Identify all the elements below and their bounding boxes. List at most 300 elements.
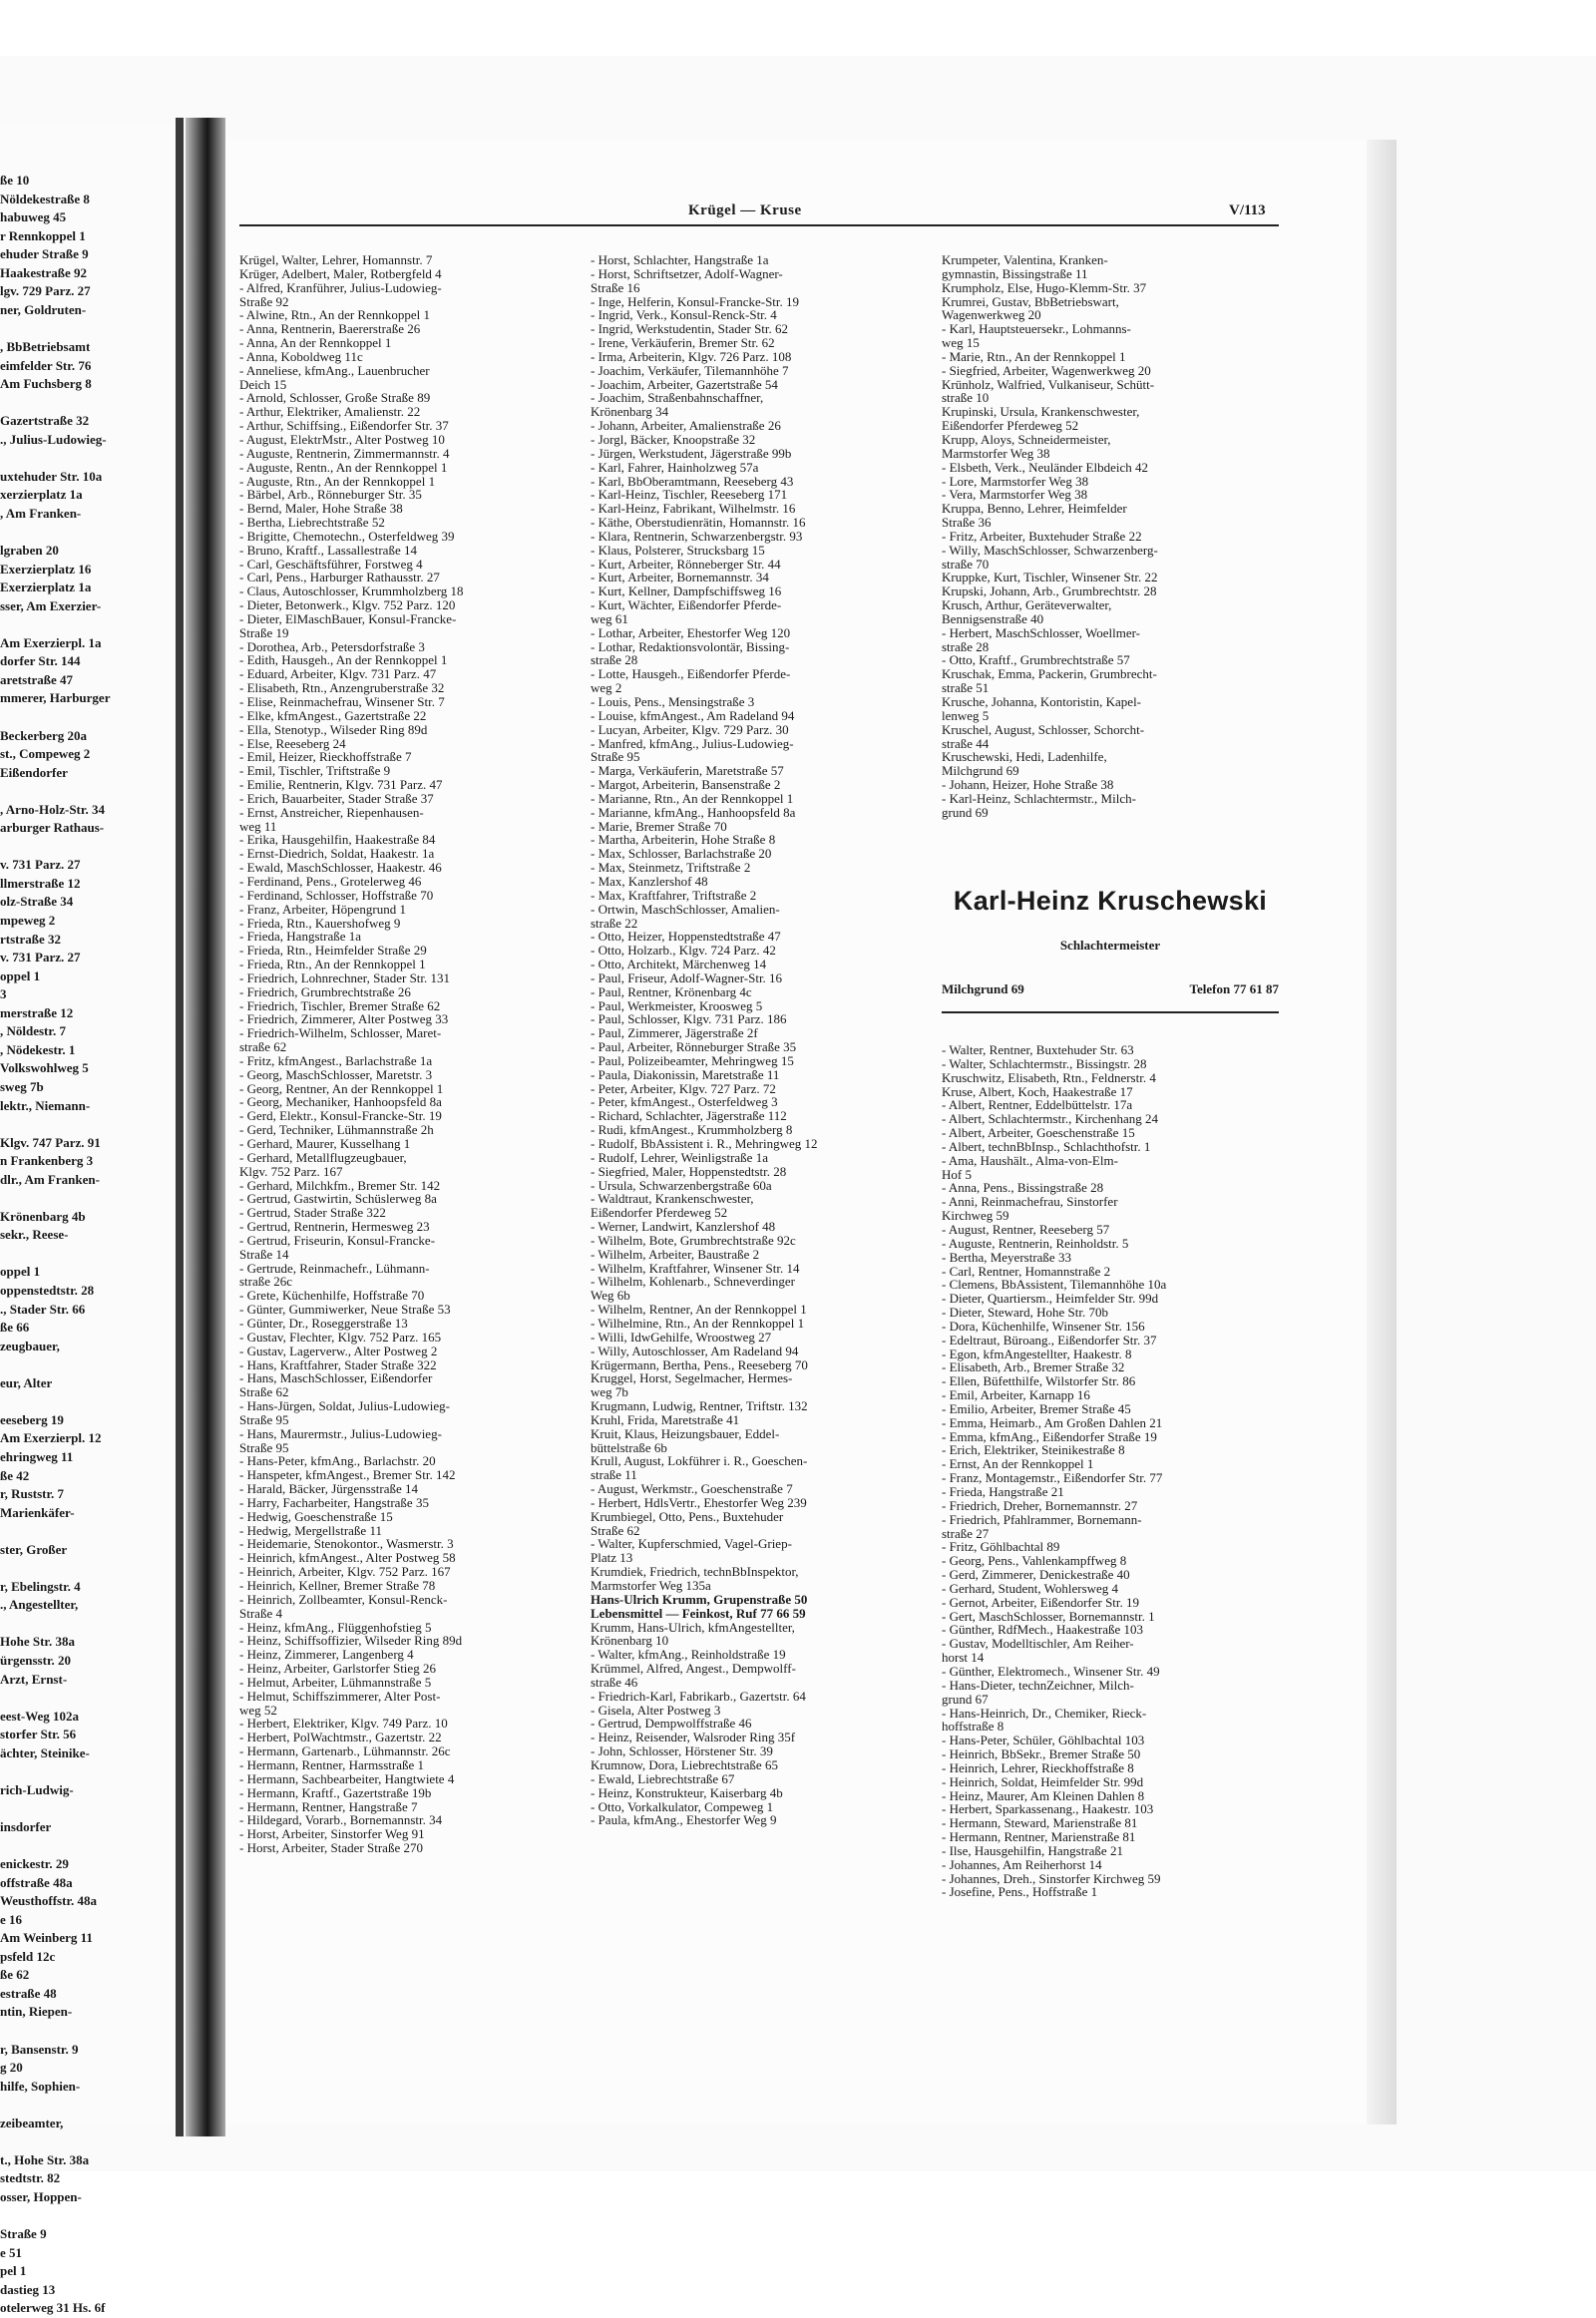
directory-entry: - Ernst, An der Rennkoppel 1 [942, 1456, 1094, 1472]
left-page-line: ., Stader Str. 66 [0, 1301, 86, 1317]
directory-entry: Krupp, Aloys, Schneidermeister, [942, 431, 1111, 447]
directory-entry: - Paul, Werkmeister, Kroosweg 5 [591, 997, 763, 1013]
left-page-line: sekr., Reese- [0, 1227, 69, 1243]
directory-entry: - Hans-Jürgen, Soldat, Julius-Ludowieg- [239, 1398, 450, 1414]
directory-entry: - Ingrid, Verk., Konsul-Renck-Str. 4 [591, 307, 777, 323]
directory-entry: - Gertrud, Gastwirtin, Schüslerweg 8a [239, 1191, 437, 1207]
directory-entry: Straße 62 [239, 1384, 289, 1400]
directory-entry: - Dieter, Quartiersm., Heimfelder Str. 99d [942, 1291, 1159, 1307]
left-page-line: r Rennkoppel 1 [0, 227, 86, 243]
directory-entry: - Bernd, Maler, Hohe Straße 38 [239, 501, 403, 517]
directory-entry: straße 22 [591, 915, 638, 931]
left-page-line: ürgensstr. 20 [0, 1653, 72, 1668]
directory-entry: - August, Rentner, Reeseberg 57 [942, 1221, 1110, 1237]
directory-entry: - Heinrich, Kellner, Bremer Straße 78 [239, 1578, 436, 1593]
directory-entry: - Otto, Heizer, Hoppenstedtstraße 47 [591, 929, 781, 945]
directory-entry: - Paula, Diakonissin, Maretstraße 11 [591, 1066, 780, 1082]
directory-entry: - Gustav, Flechter, Klgv. 752 Parz. 165 [239, 1329, 442, 1345]
directory-entry: - Walter, Rentner, Buxtehuder Str. 63 [942, 1042, 1134, 1057]
directory-entry: - Karl, Fahrer, Hainholzweg 57a [591, 459, 759, 475]
directory-entry: - Karl-Heinz, Tischler, Reeseberg 171 [591, 487, 788, 503]
left-page-line: Haakestraße 92 [0, 264, 88, 280]
left-page-line: n Frankenberg 3 [0, 1153, 94, 1169]
left-page-line: eimfelder Str. 76 [0, 357, 92, 373]
left-page-line: arburger Rathaus- [0, 820, 105, 836]
directory-entry: Krönenbarg 10 [591, 1633, 669, 1649]
directory-entry: - Willi, IdwGehilfe, Wroostweg 27 [591, 1329, 772, 1345]
directory-entry: - Walter, Schlachtermstr., Bissingstr. 28 [942, 1055, 1147, 1071]
directory-entry: Kruppa, Benno, Lehrer, Heimfelder [942, 501, 1127, 517]
directory-entry: - Louise, kfmAngest., Am Radeland 94 [591, 707, 795, 723]
directory-entry: - Gerhard, Maurer, Kusselhang 1 [239, 1136, 411, 1151]
directory-entry: - Heinrich, Arbeiter, Klgv. 752 Parz. 167 [239, 1564, 451, 1580]
directory-entry: - Eduard, Arbeiter, Klgv. 731 Parz. 47 [239, 666, 437, 682]
directory-entry: - Heinrich, BbSekr., Bremer Straße 50 [942, 1746, 1141, 1762]
left-page-line: Krönenbarg 4b [0, 1208, 86, 1224]
directory-entry: - Paul, Rentner, Krönenbarg 4c [591, 983, 752, 999]
directory-entry: - Elke, kfmAngest., Gazertstraße 22 [239, 707, 427, 723]
directory-entry: Krüger, Adelbert, Maler, Rotbergfeld 4 [239, 265, 442, 281]
directory-entry: - Claus, Autoschlosser, Krummholzberg 18 [239, 583, 464, 599]
directory-entry: - Marianne, kfmAng., Hanhoopsfeld 8a [591, 804, 796, 820]
directory-entry: - Else, Reeseberg 24 [239, 735, 346, 751]
directory-entry: - Gertrud, Dempwolffstraße 46 [591, 1716, 752, 1732]
directory-entry: - Kurt, Arbeiter, Rönneberger Str. 44 [591, 556, 781, 572]
directory-entry: - Albert, technBbInsp., Schlachthofstr. 1 [942, 1138, 1151, 1154]
directory-entry: - Bärbel, Arb., Rönneburger Str. 35 [239, 487, 422, 503]
directory-entry: Straße 95 [239, 1411, 289, 1427]
directory-entry: - Joachim, Arbeiter, Gazertstraße 54 [591, 376, 778, 392]
directory-entry: - Peter, kfmAngest., Osterfeldweg 3 [591, 1094, 778, 1110]
directory-entry: - Paul, Schlosser, Klgv. 731 Parz. 186 [591, 1011, 787, 1027]
directory-entry: - Walter, kfmAng., Reinholdstraße 19 [591, 1647, 786, 1663]
directory-entry: weg 15 [942, 335, 980, 351]
directory-entry: - Heidemarie, Stenokontor., Wasmerstr. 3 [239, 1536, 454, 1552]
directory-entry: - Klaus, Polsterer, Strucksbarg 15 [591, 542, 765, 558]
left-page-line: llmerstraße 12 [0, 875, 81, 891]
directory-entry: Straße 95 [591, 749, 640, 765]
directory-entry: Krümmel, Alfred, Angest., Dempwolff- [591, 1661, 796, 1677]
directory-entry: - Johann, Heizer, Hohe Straße 38 [942, 777, 1114, 793]
directory-entry: - Günter, Gummiwerker, Neue Straße 53 [239, 1302, 451, 1318]
directory-entry: Straße 4 [239, 1605, 282, 1621]
directory-entry: - Friedrich, Tischler, Bremer Straße 62 [239, 997, 441, 1013]
directory-entry: - Georg, Rentner, An der Rennkoppel 1 [239, 1080, 444, 1096]
directory-entry: - Gerhard, Metallflugzeugbauer, [239, 1149, 407, 1165]
directory-entry: - Elisabeth, Rtn., Anzengruberstraße 32 [239, 680, 445, 696]
directory-entry: Krupski, Johann, Arb., Grumbrechtstr. 28 [942, 583, 1157, 599]
directory-entry: - Hans-Peter, Schüler, Göhlbachtal 103 [942, 1733, 1145, 1748]
directory-entry: - Franz, Arbeiter, Höpengrund 1 [239, 901, 406, 917]
directory-entry: - Dorothea, Arb., Petersdorfstraße 3 [239, 638, 425, 654]
directory-entry: - Heinz, Arbeiter, Garlstorfer Stieg 26 [239, 1661, 436, 1677]
directory-entry: - Manfred, kfmAng., Julius-Ludowieg- [591, 735, 794, 751]
directory-entry: Krünholz, Walfried, Vulkaniseur, Schütt- [942, 376, 1155, 392]
directory-entry: grund 67 [942, 1691, 989, 1707]
directory-entry: - Gernot, Arbeiter, Eißendorfer Str. 19 [942, 1594, 1140, 1610]
left-page-line: stedtstr. 82 [0, 2170, 61, 2186]
directory-entry: Milchgrund 69 [942, 763, 1019, 779]
directory-entry: - Margot, Arbeiterin, Bansenstraße 2 [591, 777, 781, 793]
directory-entry: - Hans, Maurermstr., Julius-Ludowieg- [239, 1425, 442, 1441]
directory-entry: - Gerd, Zimmerer, Denickestraße 40 [942, 1567, 1130, 1583]
directory-entry: - Franz, Montagemstr., Eißendorfer Str. 77 [942, 1470, 1163, 1486]
directory-entry: - Gertrude, Reinmachefr., Lühmann- [239, 1260, 430, 1276]
directory-entry: - Ama, Haushält., Alma-von-Elm- [942, 1152, 1118, 1168]
directory-entry: - Emil, Tischler, Triftstraße 9 [239, 763, 391, 779]
directory-entry: - Lothar, Redaktionsvolontär, Bissing- [591, 638, 790, 654]
directory-entry: büttelstraße 6b [591, 1439, 667, 1455]
left-page-line: eeseberg 19 [0, 1411, 64, 1427]
directory-entry: - Edith, Hausgeh., An der Rennkoppel 1 [239, 652, 448, 668]
directory-entry: - Hans-Heinrich, Dr., Chemiker, Rieck- [942, 1705, 1147, 1721]
directory-entry: - Horst, Arbeiter, Stader Straße 270 [239, 1840, 423, 1856]
directory-entry: - Gisela, Alter Postweg 3 [591, 1702, 721, 1718]
left-page-line: oppel 1 [0, 967, 41, 983]
directory-entry: - Heinz, kfmAng., Flüggenhofstieg 5 [239, 1619, 432, 1635]
directory-entry: - Georg, MaschSchlosser, Maretstr. 3 [239, 1066, 433, 1082]
directory-entry: - Gerd, Elektr., Konsul-Francke-Str. 19 [239, 1108, 442, 1124]
directory-entry: - Emma, kfmAng., Eißendorfer Straße 19 [942, 1428, 1157, 1444]
directory-entry: - Ilse, Hausgehilfin, Hangstraße 21 [942, 1842, 1123, 1858]
left-page-line: ehringweg 11 [0, 1448, 74, 1464]
left-page-line: uxtehuder Str. 10a [0, 468, 103, 484]
directory-entry: - Wilhelmine, Rtn., An der Rennkoppel 1 [591, 1315, 805, 1331]
left-page-line: Hohe Str. 38a [0, 1634, 75, 1650]
directory-entry: - Auguste, Rentnerin, Zimmermannstr. 4 [239, 445, 450, 461]
left-page-line: g 20 [0, 2060, 23, 2076]
directory-entry: - Friedrich-Karl, Fabrikarb., Gazertstr. 64 [591, 1688, 806, 1704]
directory-entry: Krönenbarg 34 [591, 404, 669, 420]
left-page-line: Straße 9 [0, 2226, 47, 2242]
left-page-line: v. 731 Parz. 27 [0, 857, 81, 873]
directory-entry: - Ellen, Büfetthilfe, Wilstorfer Str. 86 [942, 1373, 1136, 1389]
left-page-line: e 16 [0, 1911, 23, 1927]
left-page-line: oppenstedtstr. 28 [0, 1283, 95, 1298]
directory-entry: - Frieda, Hangstraße 21 [942, 1484, 1064, 1499]
directory-entry: Eißendorfer Pferdeweg 52 [591, 1205, 728, 1221]
directory-entry: straße 70 [942, 556, 990, 572]
directory-entry: - Joachim, Straßenbahnschaffner, [591, 390, 764, 406]
directory-entry: - Werner, Landwirt, Kanzlershof 48 [591, 1219, 776, 1235]
left-page-line: , Arno-Holz-Str. 34 [0, 801, 105, 817]
directory-entry: - Jorgl, Bäcker, Knoopstraße 32 [591, 431, 756, 447]
directory-entry: - Hermann, Steward, Marienstraße 81 [942, 1815, 1138, 1831]
directory-entry: - Ingrid, Werkstudentin, Stader Str. 62 [591, 321, 789, 337]
directory-entry: - Wilhelm, Kohlenarb., Schneverdinger [591, 1274, 796, 1290]
left-page-line: Weusthoffstr. 48a [0, 1893, 98, 1909]
directory-entry: - Horst, Schlachter, Hangstraße 1a [591, 252, 769, 267]
directory-entry: - Friedrich, Pfahlrammer, Bornemann- [942, 1511, 1142, 1527]
directory-entry: gymnastin, Bissingstraße 11 [942, 265, 1088, 281]
directory-entry: - Inge, Helferin, Konsul-Francke-Str. 19 [591, 293, 800, 309]
left-page-line: hilfe, Sophien- [0, 2078, 81, 2094]
directory-entry: - Friedrich, Dreher, Bornemannstr. 27 [942, 1497, 1138, 1513]
left-page-line: ehuder Straße 9 [0, 246, 89, 262]
left-page-line: eur, Alter [0, 1374, 53, 1390]
directory-entry: - Marie, Bremer Straße 70 [591, 818, 727, 834]
directory-entry: Krügel, Walter, Lehrer, Homannstr. 7 [239, 252, 433, 267]
left-page-line: ße 10 [0, 173, 30, 188]
directory-entry: - Heinz, Konstrukteur, Kaiserbarg 4b [591, 1784, 783, 1800]
page-shadow [176, 118, 184, 2136]
left-page-line: Eißendorfer [0, 764, 68, 780]
directory-entry: - Otto, Vorkalkulator, Compeweg 1 [591, 1798, 774, 1814]
directory-entry: - Albert, Rentner, Eddelbüttelstr. 17a [942, 1097, 1133, 1113]
left-page-line: oppel 1 [0, 1264, 41, 1280]
directory-entry: - Ferdinand, Schlosser, Hoffstraße 70 [239, 887, 434, 903]
directory-entry: - Fritz, Arbeiter, Buxtehuder Straße 22 [942, 528, 1142, 544]
directory-entry: - Bertha, Meyerstraße 33 [942, 1249, 1071, 1265]
directory-entry: Straße 16 [591, 279, 640, 295]
directory-entry: - Max, Kraftfahrer, Triftstraße 2 [591, 887, 757, 903]
directory-entry: - Gerhard, Milchkfm., Bremer Str. 142 [239, 1177, 441, 1193]
ad-profession: Schlachtermeister [1059, 938, 1161, 953]
directory-entry: - Horst, Schriftsetzer, Adolf-Wagner- [591, 265, 783, 281]
directory-entry: - Fritz, kfmAngest., Barlachstraße 1a [239, 1052, 433, 1068]
directory-entry: Krumrei, Gustav, BbBetriebswart, [942, 293, 1119, 309]
page-edge [1367, 140, 1396, 2125]
directory-entry: - Paul, Arbeiter, Rönneburger Straße 35 [591, 1039, 797, 1055]
directory-entry: straße 10 [942, 390, 990, 406]
directory-entry: - August, ElektrMstr., Alter Postweg 10 [239, 431, 445, 447]
directory-entry: weg 7b [591, 1384, 628, 1400]
left-page-line: , Nödekestr. 1 [0, 1041, 76, 1057]
book-gutter [186, 118, 225, 2136]
directory-entry: - Otto, Kraftf., Grumbrechtstraße 57 [942, 652, 1130, 668]
left-page-line: Am Exerzierpl. 1a [0, 634, 102, 650]
directory-entry: Krumm, Hans-Ulrich, kfmAngestellter, [591, 1619, 795, 1635]
directory-entry: straße 28 [942, 638, 990, 654]
directory-entry: straße 27 [942, 1525, 990, 1541]
left-page-line: r, Ruststr. 7 [0, 1486, 65, 1502]
directory-entry: - Harry, Facharbeiter, Hangstraße 35 [239, 1494, 429, 1510]
directory-entry: - Herbert, HdlsVertr., Ehestorfer Weg 239 [591, 1494, 807, 1510]
directory-entry: straße 28 [591, 652, 638, 668]
directory-entry: - Marie, Rtn., An der Rennkoppel 1 [942, 348, 1126, 364]
directory-entry: - Frieda, Rtn., Kauershofweg 9 [239, 915, 401, 931]
directory-entry: - Emilie, Rentnerin, Klgv. 731 Parz. 47 [239, 777, 443, 793]
left-page-line: Exerzierplatz 16 [0, 561, 92, 577]
directory-entry: - Marga, Verkäuferin, Maretstraße 57 [591, 763, 784, 779]
directory-entry: - Arthur, Elektriker, Amalienstr. 22 [239, 404, 421, 420]
directory-entry: - Otto, Architekt, Märchenweg 14 [591, 957, 767, 972]
directory-entry: - Ferdinand, Pens., Grotelerweg 46 [239, 873, 422, 889]
left-page-line: e 51 [0, 2244, 23, 2260]
directory-entry: weg 52 [239, 1702, 277, 1718]
directory-entry: - Ernst, Anstreicher, Riepenhausen- [239, 804, 424, 820]
left-page-line: lgv. 729 Parz. 27 [0, 283, 91, 299]
directory-entry: Krumbiegel, Otto, Pens., Buxtehuder [591, 1508, 784, 1524]
directory-entry: Straße 92 [239, 293, 289, 309]
left-page-line: ächter, Steinike- [0, 1744, 90, 1760]
directory-entry: Kruse, Albert, Koch, Haakestraße 17 [942, 1083, 1133, 1099]
directory-entry: Kruschewski, Hedi, Ladenhilfe, [942, 749, 1107, 765]
directory-entry: - Hermann, Rentner, Marienstraße 81 [942, 1829, 1136, 1845]
directory-entry: - Friedrich, Lohnrechner, Stader Str. 131 [239, 969, 451, 985]
directory-entry: - Paul, Zimmerer, Jägerstraße 2f [591, 1025, 758, 1041]
left-page-line: psfeld 12c [0, 1948, 56, 1964]
left-page-line: insdorfer [0, 1818, 52, 1834]
left-page-line: 3 [0, 986, 7, 1002]
left-page-line: , Am Franken- [0, 505, 82, 521]
directory-entry: Marmstorfer Weg 38 [942, 445, 1050, 461]
left-page-line: Volkswohlweg 5 [0, 1060, 89, 1076]
directory-entry: weg 61 [591, 610, 628, 626]
left-page-line: , Nöldestr. 7 [0, 1023, 66, 1039]
directory-entry: - Frieda, Rtn., Heimfelder Straße 29 [239, 943, 427, 959]
left-page-line: r, Ebelingstr. 4 [0, 1578, 81, 1594]
directory-entry: Krupinski, Ursula, Krankenschwester, [942, 404, 1140, 420]
left-page-line: mmerer, Harburger [0, 690, 111, 706]
directory-entry: - Waldtraut, Krankenschwester, [591, 1191, 754, 1207]
directory-entry: - Günter, Dr., Roseggerstraße 13 [239, 1315, 408, 1331]
directory-entry: - Emil, Heizer, Rieckhoffstraße 7 [239, 749, 412, 765]
directory-entry: Straße 19 [239, 624, 289, 640]
directory-entry: - Wilhelm, Bote, Grumbrechtstraße 92c [591, 1232, 796, 1248]
directory-entry: - Gertrud, Rentnerin, Hermesweg 23 [239, 1219, 430, 1235]
directory-entry: Krumpholz, Else, Hugo-Klemm-Str. 37 [942, 279, 1147, 295]
directory-entry: Bennigsenstraße 40 [942, 610, 1044, 626]
directory-entry: Wagenwerkweg 20 [942, 307, 1041, 323]
directory-entry: - Dora, Küchenhilfe, Winsener Str. 156 [942, 1318, 1145, 1334]
directory-entry: - Hermann, Rentner, Hangstraße 7 [239, 1798, 418, 1814]
directory-entry: - Emma, Heimarb., Am Großen Dahlen 21 [942, 1414, 1163, 1430]
directory-entry: - Wilhelm, Rentner, An der Rennkoppel 1 [591, 1302, 807, 1318]
directory-entry: - Heinz, Zimmerer, Langenberg 4 [239, 1647, 414, 1663]
header-rule [239, 224, 1279, 226]
directory-entry: - Hermann, Kraftf., Gazertstraße 19b [239, 1784, 432, 1800]
left-page-line: ße 66 [0, 1320, 30, 1336]
directory-entry: - Gustav, Modelltischler, Am Reiher- [942, 1636, 1134, 1652]
left-page-line: ., Angestellter, [0, 1597, 79, 1613]
directory-entry: Straße 62 [591, 1522, 640, 1538]
directory-entry: - Hedwig, Mergellstraße 11 [239, 1522, 382, 1538]
directory-entry: - Anneliese, kfmAng., Lauenbrucher [239, 362, 430, 378]
left-page-line: dlr., Am Franken- [0, 1171, 100, 1187]
left-page-line: ntin, Riepen- [0, 2004, 73, 2020]
directory-entry: - Erich, Elektriker, Steinikestraße 8 [942, 1442, 1125, 1458]
directory-entry: Marmstorfer Weg 135a [591, 1578, 711, 1593]
left-page-line: osser, Hoppen- [0, 2188, 82, 2204]
directory-entry: - Arthur, Schiffsing., Eißendorfer Str. 37 [239, 418, 449, 434]
left-page-line: r, Bansenstr. 9 [0, 2041, 79, 2057]
directory-entry: - Günther, RdfMech., Haakestraße 103 [942, 1622, 1143, 1638]
left-page-line: Am Fuchsberg 8 [0, 376, 92, 392]
directory-entry: - Emilio, Arbeiter, Bremer Straße 45 [942, 1400, 1131, 1416]
directory-entry: - Peter, Arbeiter, Klgv. 727 Parz. 72 [591, 1080, 776, 1096]
directory-entry: Krumpeter, Valentina, Kranken- [942, 252, 1108, 267]
directory-entry: Kruschak, Emma, Packerin, Grumbrecht- [942, 666, 1157, 682]
directory-entry: - Albert, Arbeiter, Goeschenstraße 15 [942, 1125, 1135, 1141]
directory-entry: - Arnold, Schlosser, Große Straße 89 [239, 390, 431, 406]
directory-entry: Kruschwitz, Elisabeth, Rtn., Feldnerstr. 4 [942, 1069, 1156, 1085]
directory-entry: - Ursula, Schwarzenbergstraße 60a [591, 1177, 772, 1193]
directory-entry: Weg 6b [591, 1288, 630, 1304]
directory-entry: - Gerd, Techniker, Lühmannstraße 2h [239, 1122, 434, 1138]
directory-entry: Krusche, Johanna, Kontoristin, Kapel- [942, 694, 1142, 709]
directory-entry: - Heinz, Maurer, Am Kleinen Dahlen 8 [942, 1787, 1145, 1803]
directory-entry: - Gert, MaschSchlosser, Bornemannstr. 1 [942, 1608, 1155, 1624]
directory-entry: grund 69 [942, 804, 989, 820]
directory-entry: straße 51 [942, 680, 990, 696]
directory-entry: - Ortwin, MaschSchlosser, Amalien- [591, 901, 780, 917]
left-page-line: xerzierplatz 1a [0, 487, 83, 503]
ad-address: Milchgrund 69 [942, 981, 1024, 996]
directory-entry: - Hans, Kraftfahrer, Stader Straße 322 [239, 1356, 437, 1372]
left-page-line: t., Hohe Str. 38a [0, 2151, 90, 2167]
directory-entry: - Dieter, ElMaschBauer, Konsul-Francke- [239, 610, 457, 626]
directory-entry: - Klara, Rentnerin, Schwarzenbergstr. 93 [591, 528, 803, 544]
left-page-line: Klgv. 747 Parz. 91 [0, 1134, 101, 1150]
directory-entry: - Rudi, kfmAngest., Krummholzberg 8 [591, 1122, 793, 1138]
directory-entry: - John, Schlosser, Hörstener Str. 39 [591, 1743, 773, 1759]
left-page-line: pel 1 [0, 2263, 27, 2279]
directory-entry: - Siegfried, Maler, Hoppenstedtstr. 28 [591, 1163, 787, 1179]
left-page-line: merstraße 12 [0, 1004, 74, 1020]
directory-entry: - Egon, kfmAngestellter, Haakestr. 8 [942, 1346, 1132, 1361]
left-page-line: eest-Weg 102a [0, 1708, 80, 1724]
directory-entry: - Bertha, Liebrechtstraße 52 [239, 515, 385, 531]
directory-entry: - Harald, Bäcker, Jürgensstraße 14 [239, 1481, 419, 1497]
directory-entry: - Carl, Geschäftsführer, Forstweg 4 [239, 556, 423, 572]
running-header-title: Krügel — Kruse [688, 202, 802, 218]
left-page-line: rich-Ludwig- [0, 1781, 74, 1797]
directory-entry: - Hermann, Rentner, Harmsstraße 1 [239, 1756, 425, 1772]
directory-entry: - Ewald, MaschSchlosser, Haakestr. 46 [239, 860, 442, 876]
directory-column-3-bottom [942, 1043, 1279, 1899]
ad-rule [942, 1011, 1279, 1013]
directory-entry: horst 14 [942, 1650, 985, 1666]
directory-entry: straße 62 [239, 1039, 287, 1055]
directory-entry: - Hanspeter, kfmAngest., Bremer Str. 142 [239, 1467, 456, 1483]
directory-entry: - Gerhard, Student, Wohlersweg 4 [942, 1580, 1119, 1596]
left-page-line: Gazertstraße 32 [0, 413, 90, 429]
left-page-line: enickestr. 29 [0, 1856, 69, 1872]
directory-entry: hoffstraße 8 [942, 1719, 1004, 1735]
directory-entry: - Wilhelm, Kraftfahrer, Winsener Str. 14 [591, 1260, 800, 1276]
directory-entry: Lebensmittel — Feinkost, Ruf 77 66 59 [591, 1605, 806, 1621]
directory-entry: - Hermann, Sachbearbeiter, Hangtwiete 4 [239, 1770, 455, 1786]
directory-entry: - Brigitte, Chemotechn., Osterfeldweg 39 [239, 528, 455, 544]
directory-entry: - Herbert, Sparkassenang., Haakestr. 103 [942, 1801, 1154, 1817]
directory-entry: Krügermann, Bertha, Pens., Reeseberg 70 [591, 1356, 808, 1372]
directory-entry: - Elise, Reinmachefrau, Winsener Str. 7 [239, 694, 445, 709]
directory-entry: Deich 15 [239, 376, 287, 392]
left-page-line: sweg 7b [0, 1078, 44, 1094]
directory-entry: - Paul, Polizeibeamter, Mehringweg 15 [591, 1052, 794, 1068]
directory-entry: - Georg, Mechaniker, Hanhoopsfeld 8a [239, 1094, 442, 1110]
directory-entry: - Edeltraut, Büroang., Eißendorfer Str. 37 [942, 1332, 1157, 1348]
directory-entry: - Rudolf, Lehrer, Weinligstraße 1a [591, 1149, 768, 1165]
directory-entry: Straße 36 [942, 515, 992, 531]
directory-entry: - Emil, Arbeiter, Karnapp 16 [942, 1387, 1090, 1403]
directory-entry: - Auguste, Rentn., An der Rennkoppel 1 [239, 459, 448, 475]
directory-entry: - Richard, Schlachter, Jägerstraße 112 [591, 1108, 787, 1124]
left-page-line: olz-Straße 34 [0, 894, 74, 910]
directory-entry: Kruit, Klaus, Heizungsbauer, Eddel- [591, 1425, 780, 1441]
directory-entry: - Ella, Stenotyp., Wilseder Ring 89d [239, 721, 428, 737]
directory-entry: Straße 14 [239, 1246, 289, 1262]
directory-entry: - Heinrich, Soldat, Heimfelder Str. 99d [942, 1773, 1144, 1789]
left-page-line: ., Julius-Ludowieg- [0, 431, 107, 447]
left-page-line: st., Compeweg 2 [0, 746, 91, 762]
directory-entry: - Ernst-Diedrich, Soldat, Haakestr. 1a [239, 846, 435, 862]
left-page-line: aretstraße 47 [0, 671, 74, 687]
left-page-line: rtstraße 32 [0, 931, 62, 947]
directory-entry: - Max, Schlosser, Barlachstraße 20 [591, 846, 772, 862]
directory-entry: - Friedrich-Wilhelm, Schlosser, Maret- [239, 1025, 442, 1041]
